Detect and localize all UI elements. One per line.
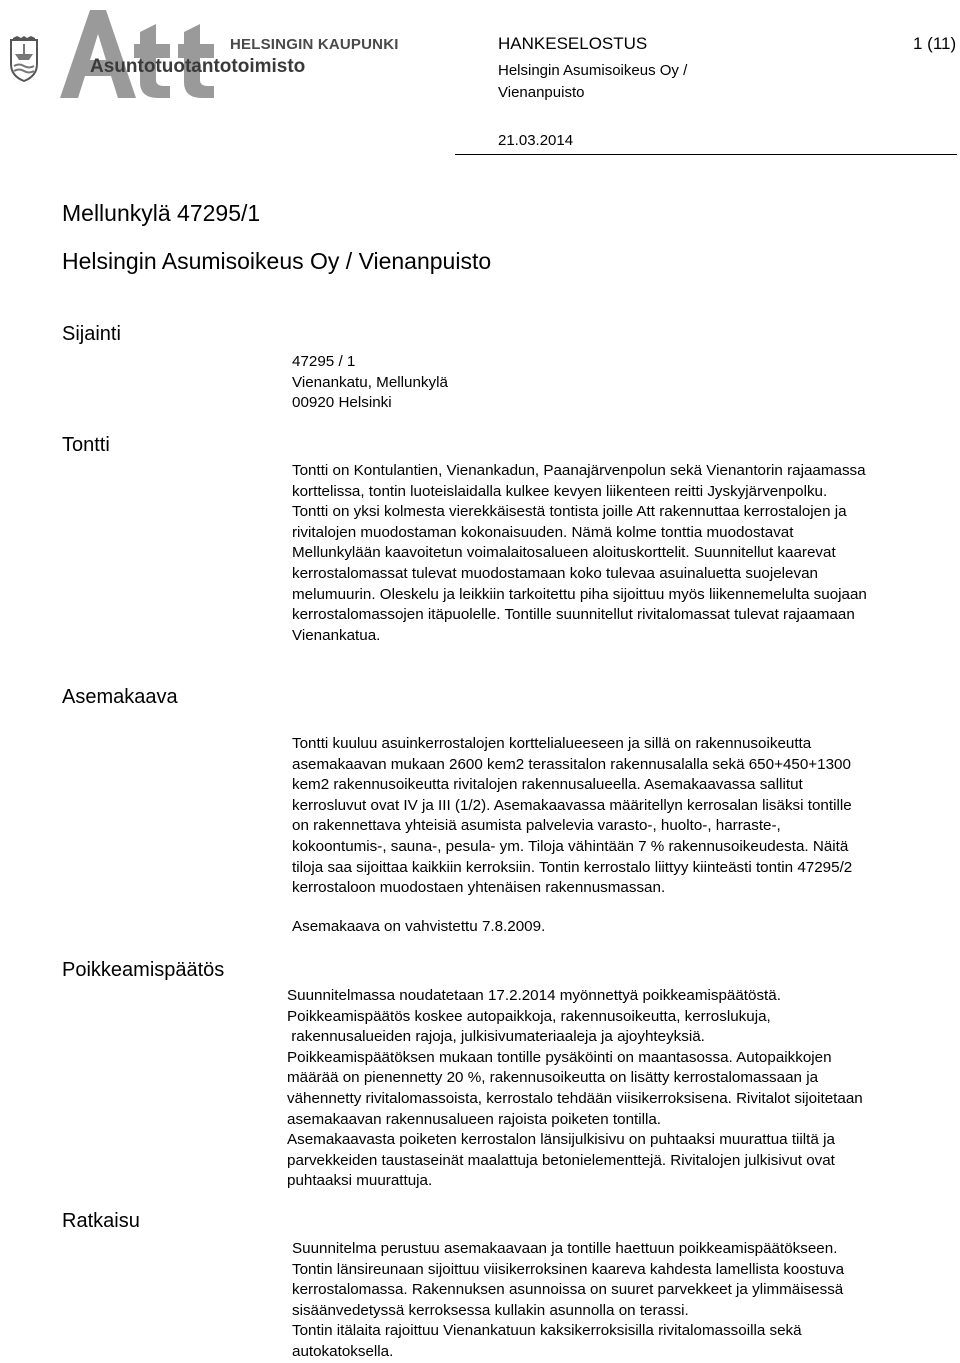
page-number: 1 (11): [913, 34, 957, 53]
body-line: kerrosluvut ovat IV ja III (1/2). Asemakaavassa määritellyn kerrosalan lisäksi tontille: [292, 796, 852, 814]
body-line: on rakennettava yhteisiä asumista palvelevia varasto-, huolto-, harraste-,: [292, 817, 781, 835]
document-subtitle: Helsingin Asumisoikeus Oy / Vienanpuisto: [62, 248, 492, 274]
body-line: Mellunkylään kaavoitetun voimalaitosalueen aloituskorttelit. Suunnitellut kaarevat: [292, 544, 836, 562]
body-line: Poikkeamispäätös koskee autopaikkoja, rakennusoikeutta, kerroslukuja,: [287, 1007, 771, 1025]
body-line: parvekkeiden taustaseinät maalattuja betonielementtejä. Rivitalojen julkisivut ovat: [287, 1151, 835, 1169]
section-label-poikkeamispaatos: Poikkeamispäätös: [62, 959, 225, 981]
header-divider: [455, 154, 957, 155]
body-line: Tontti kuuluu asuinkerrostalojen korttelialueeseen ja sillä on rakennusoikeutta: [292, 735, 812, 752]
section-body-tontti: [292, 461, 867, 646]
body-line: tiloja saa sijoittaa kaikkiin kerroksiin. Tontin kerrostalo liittyy kiinteästi tontin 47295/2: [292, 858, 853, 876]
body-line: kokoontumis-, sauna-, pesula- ym. Tiloja vähintään 7 % rakennusoikeudesta. Näitä: [292, 837, 849, 855]
body-line: Poikkeamispäätöksen mukaan tontille pysäköinti on maantasossa. Autopaikkojen: [287, 1048, 832, 1066]
body-line: Tontin itälaita rajoittuu Vienankatuun kaksikerroksisilla rivitalomassoilla sekä: [292, 1322, 802, 1340]
section-body-asemakaava: [292, 734, 852, 899]
section-label-ratkaisu: Ratkaisu: [62, 1210, 140, 1232]
body-line: kerrostalomassa. Rakennuksen asunnoissa on suuret parvekkeet ja ylimmäisessä: [292, 1281, 844, 1299]
body-line: Asemakaavasta poiketen kerrostalon länsijulkisivu on puhtaaksi muurattua tiiltä ja: [287, 1131, 835, 1149]
body-line: 47295 / 1: [292, 353, 356, 370]
section-label-sijainti: Sijainti: [62, 323, 121, 345]
document-title: Mellunkylä 47295/1: [62, 200, 261, 226]
body-line: Vienankatua.: [292, 626, 381, 644]
body-line: Vienankatu, Mellunkylä: [292, 373, 448, 391]
body-line: korttelissa, tontin luoteislaidalla kulkee kevyen liikenteen reitti Jyskyjärvenpolku.: [292, 482, 828, 500]
body-line: kem2 rakennusoikeutta rivitalojen rakennusalueella. Asemakaavassa sallitut: [292, 776, 803, 794]
section-label-asemakaava: Asemakaava: [62, 686, 178, 708]
section-body-ratkaisu: [292, 1239, 844, 1363]
body-line: kerrostalomassojen itäpuolelle. Tontille suunnitellut rivitalomassat tulevat rajaamaan: [292, 606, 855, 624]
section-label-tontti: Tontti: [62, 434, 110, 456]
body-line: melumuurin. Oleskelu ja leikkiin tarkoitettu piha sijoittuu myös liikennemelulta suojaan: [292, 585, 867, 603]
logo-office-name: Asuntotuotantotoimisto: [90, 56, 306, 77]
body-line: Tontin länsireunaan sijoittuu viisikerroksinen kaareva kahdesta lamellista koostuva: [292, 1260, 845, 1278]
body-line: asemakaavan mukaan 2600 kem2 terassitalon rakennusalalla sekä 650+450+1300: [292, 755, 851, 773]
body-line: Tontti on Kontulantien, Vienankadun, Paanajärvenpolun sekä Vienantorin rajaamassa: [292, 462, 866, 479]
asemakaava-confirmation: Asemakaava on vahvistettu 7.8.2009.: [292, 918, 546, 935]
body-line: vähennetty rivitalomassoista, kerrostalo tehdään viisikerroksisena. Rivitalot sijoitetaan: [287, 1089, 863, 1107]
att-logo-icon: [58, 4, 228, 100]
body-line: puhtaaksi muurattuja.: [287, 1172, 433, 1190]
body-line: 00920 Helsinki: [292, 394, 392, 412]
body-line: Suunnitelmassa noudatetaan 17.2.2014 myönnettyä poikkeamispäätöstä.: [287, 987, 781, 1004]
document-type: HANKESELOSTUS: [498, 34, 648, 53]
section-body-poikkeamispaatos: [287, 986, 863, 1192]
body-line: Suunnitelma perustuu asemakaavaan ja tontille haettuun poikkeamispäätökseen.: [292, 1240, 838, 1257]
header-project-line-1: Helsingin Asumisoikeus Oy /: [498, 62, 688, 79]
body-line: rakennusalueiden rajoja, julkisivumateriaaleja ja ajoyhteyksiä.: [287, 1028, 705, 1046]
body-line: autokatoksella.: [292, 1342, 394, 1360]
document-date: 21.03.2014: [498, 132, 574, 149]
helsinki-crest-icon: [9, 36, 39, 82]
body-line: Tontti on yksi kolmesta vierekkäisestä tontista joille Att rakennuttaa kerrostalojen ja: [292, 503, 847, 521]
body-line: sisäänvedetyssä kerroksessa kullakin asunnolla on terassi.: [292, 1301, 689, 1319]
section-body-sijainti: [292, 352, 448, 414]
body-line: kerrostalomassat tulevat muodostamaan koko tulevaa asuinaluetta suojelevan: [292, 564, 818, 582]
header-project-line-2: Vienanpuisto: [498, 84, 585, 101]
body-line: määrää on pienennetty 20 %, rakennusoikeutta on lisätty kerrostalomassaan ja: [287, 1069, 819, 1087]
body-line: asemakaavan rakennusalueen rajoista poiketen tontilla.: [287, 1110, 662, 1128]
body-line: kerrostaloon muodostaen yhtenäisen rakennusmassan.: [292, 879, 666, 897]
logo-city-name: HELSINGIN KAUPUNKI: [230, 36, 399, 53]
body-line: rivitalojen muodostaman kokonaisuuden. Nämä kolme tonttia muodostavat: [292, 523, 794, 541]
